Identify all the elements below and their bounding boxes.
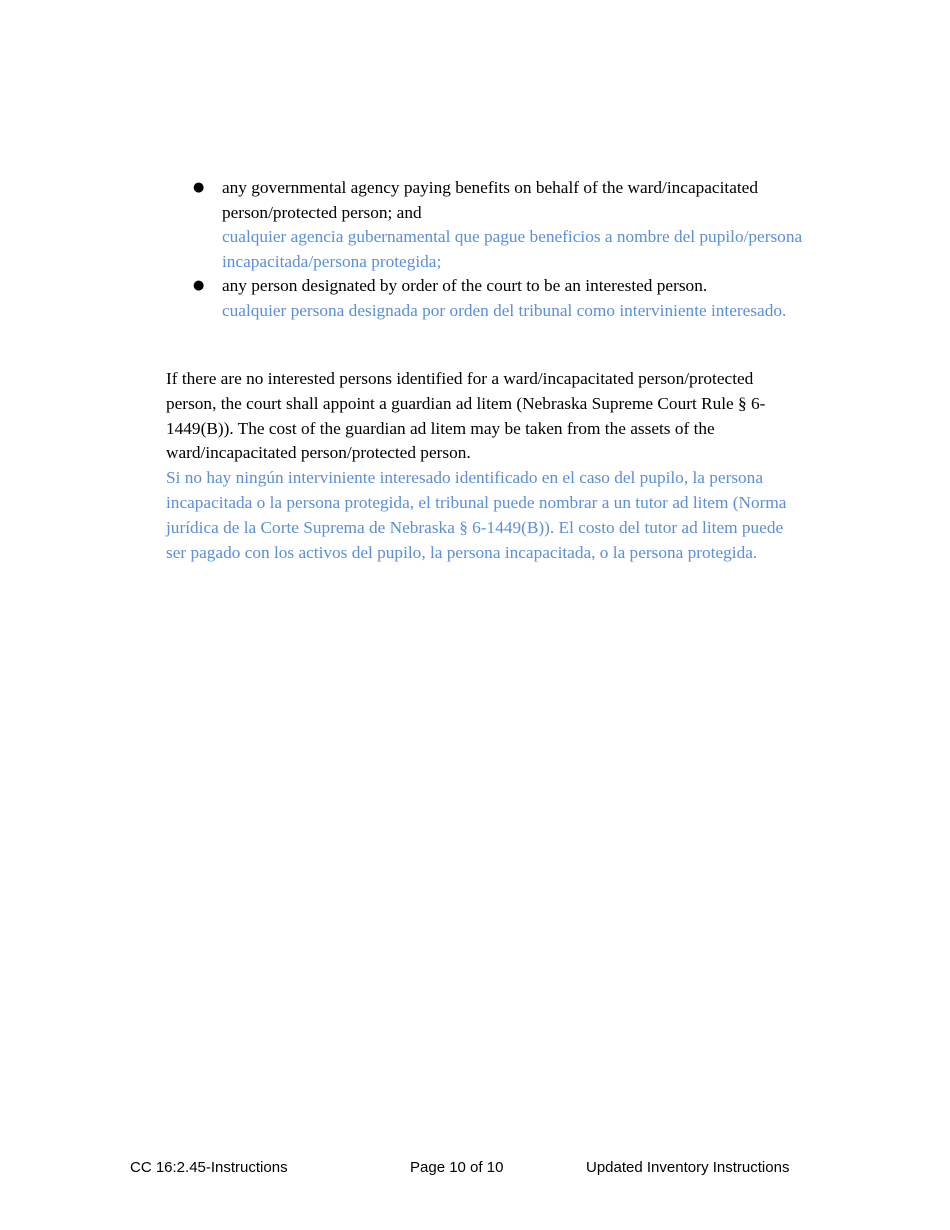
interested-persons-list (193, 176, 803, 324)
paragraph-spanish-text: Si no hay ningún interviniente interesado identificado en el caso del pupilo, la persona incapacitada o la persona protegida, el tribunal puede nombrar a un tutor ad litem (Norma jurídica de la Corte Suprema de Nebraska § 6-1449(B)). El costo del tutor ad litem puede ser pagado con los activos del pupilo, la persona incapacitada, o la persona protegida. (166, 468, 787, 562)
footer-document-title: Updated Inventory Instructions (586, 1159, 790, 1176)
bullet-spanish-text: cualquier persona designada por orden del tribunal como interviniente interesado. (222, 300, 787, 320)
bullet-icon: ● (193, 180, 205, 195)
bullet-spanish-text: cualquier agencia gubernamental que pague beneficios a nombre del pupilo/persona incapacitada/persona protegida; (222, 227, 803, 271)
guardian-ad-litem-paragraph (166, 367, 796, 565)
footer-form-id: CC 16:2.45-Instructions (130, 1159, 288, 1176)
bullet-english-text: any governmental agency paying benefits on behalf of the ward/incapacitated person/protected person; and (222, 178, 758, 222)
bullet-icon: ● (193, 278, 205, 294)
bullet-english-text: any person designated by order of the court to be an interested person. (222, 276, 708, 296)
footer-page-number: Page 10 of 10 (410, 1159, 504, 1176)
list-item (193, 176, 803, 274)
page-footer (0, 1159, 950, 1181)
paragraph-english-text: If there are no interested persons identified for a ward/incapacitated person/protected person, the court shall appoint a guardian ad litem (Nebraska Supreme Court Rule § 6-1449(B)). The cost of the guardian ad litem may be taken from the assets of the ward/incapacitated person/protected person. (166, 369, 766, 463)
list-item (193, 274, 803, 323)
